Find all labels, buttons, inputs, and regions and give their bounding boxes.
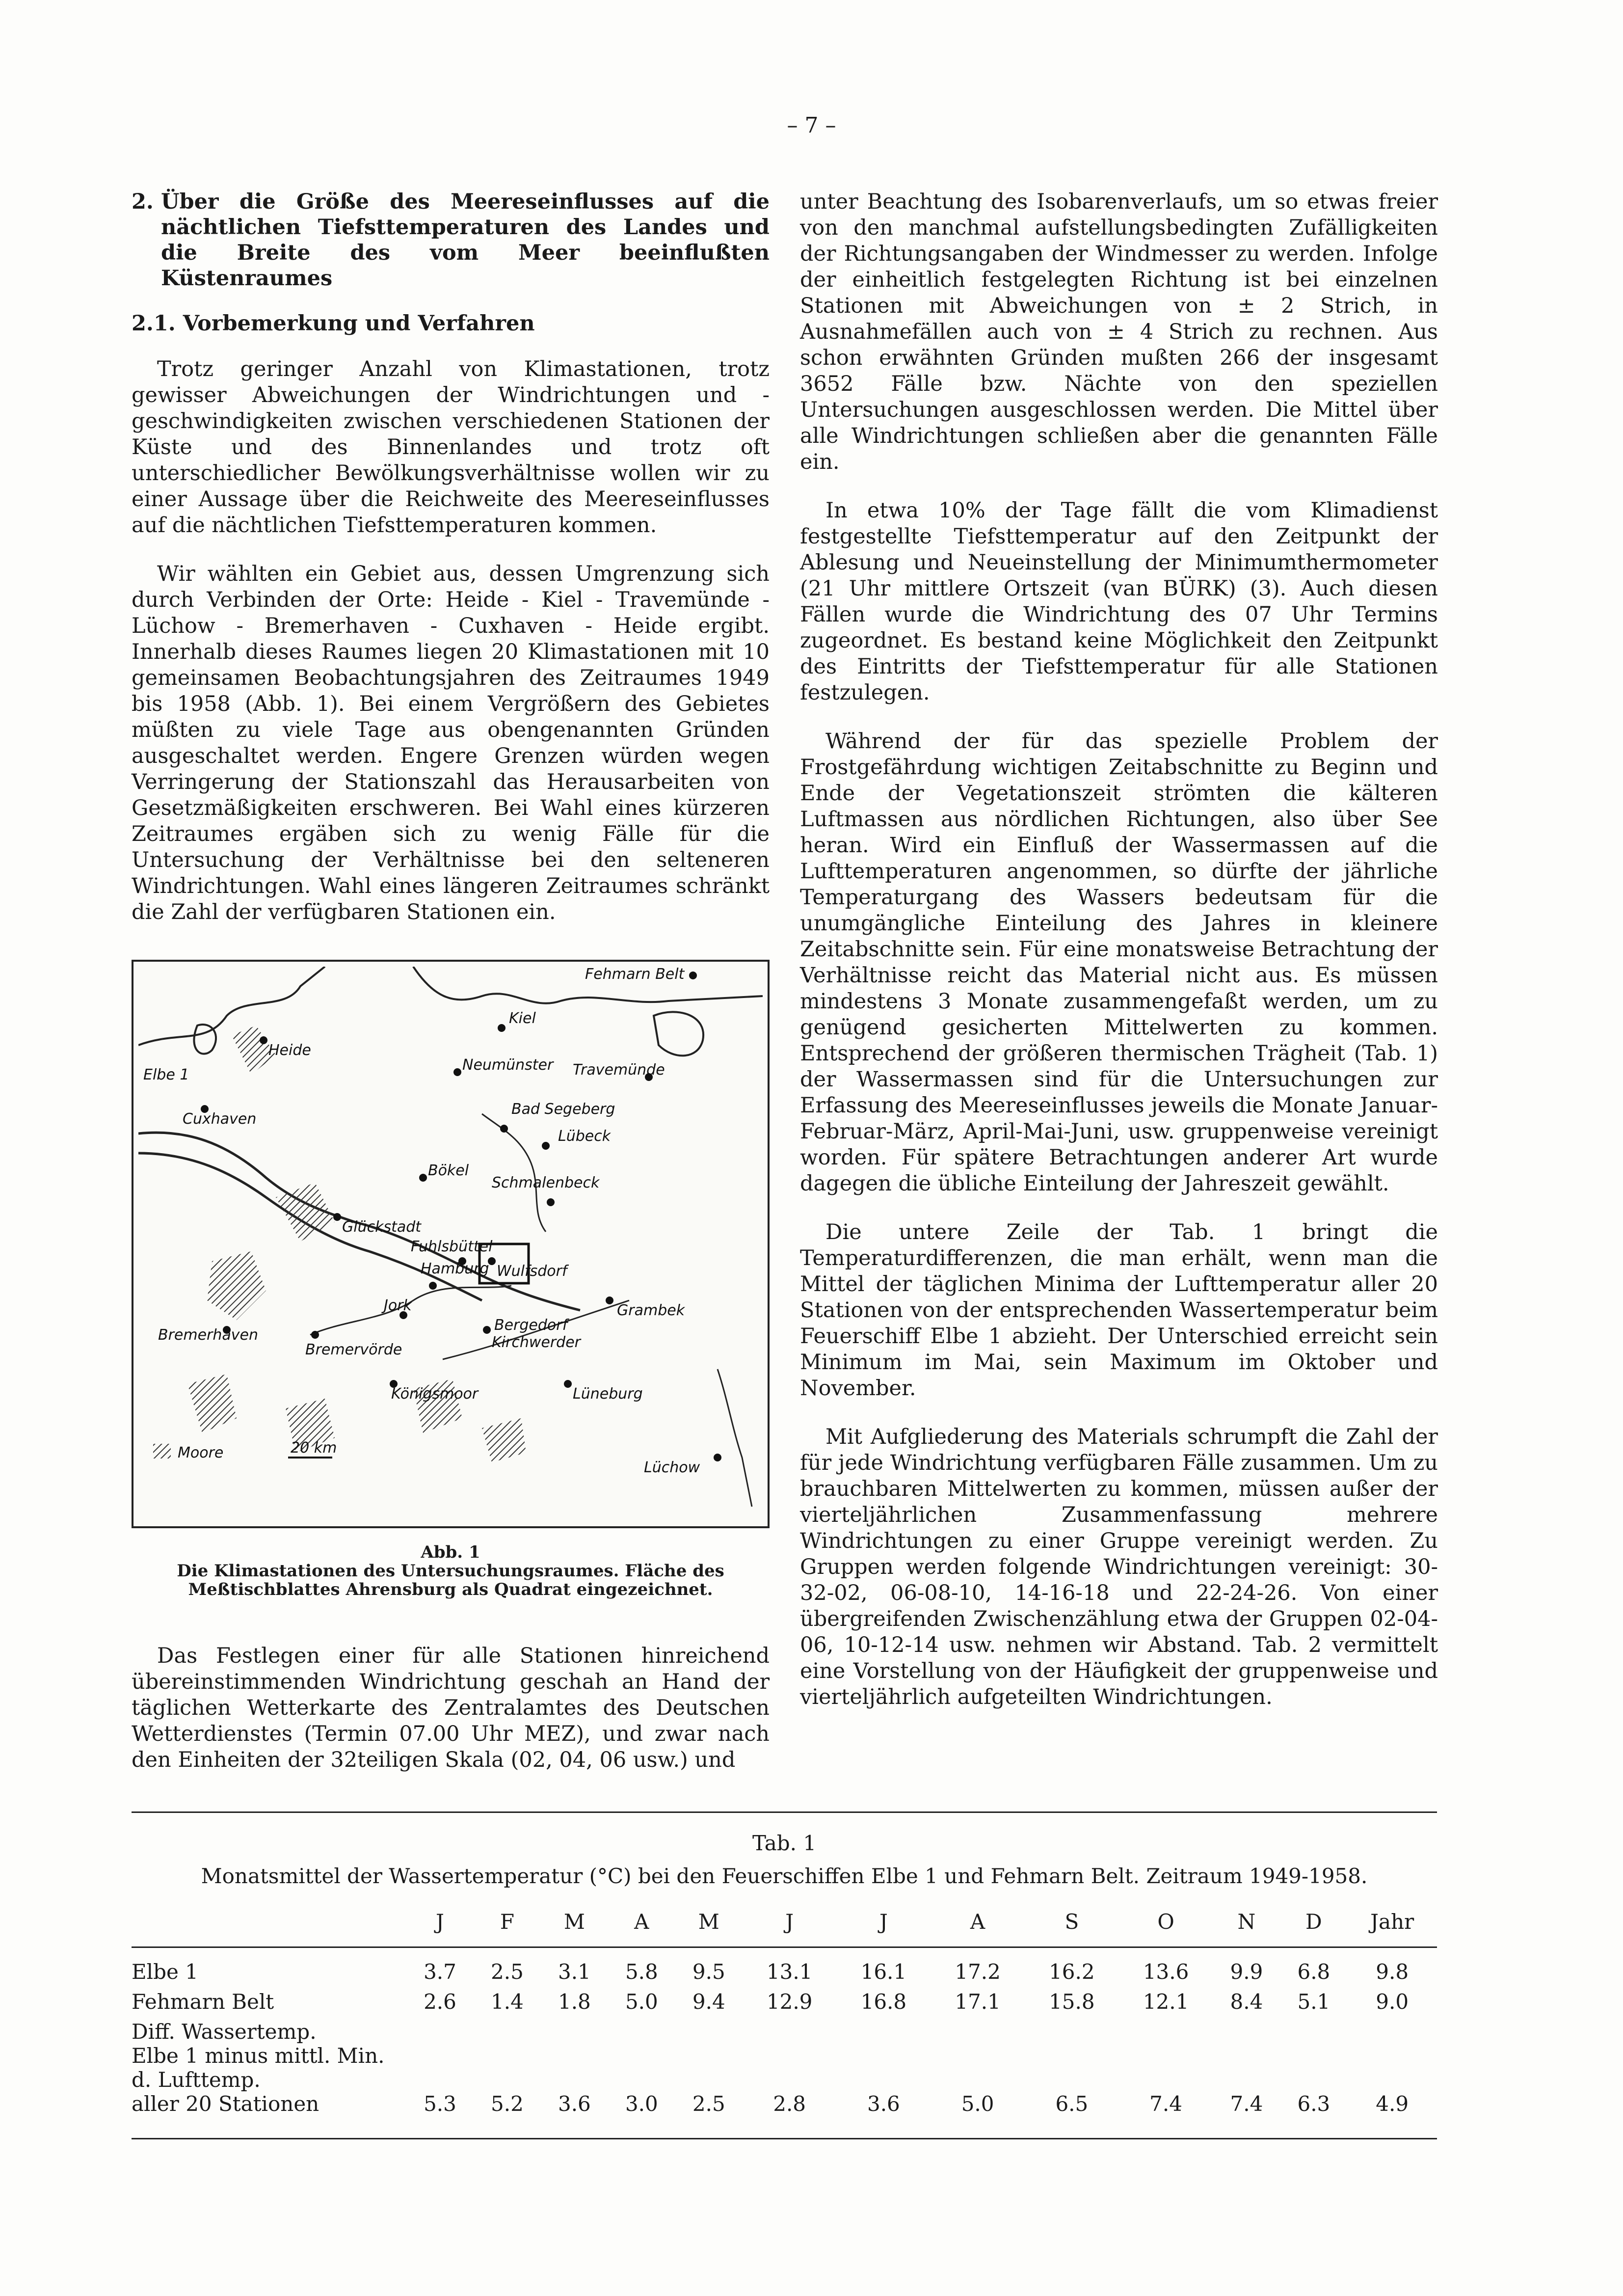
- map-label-kirchwerder: Kirchwerder: [492, 1334, 581, 1351]
- coastline: [138, 967, 325, 1045]
- map-label-fuhlsbuettel: Fuhlsbüttel: [411, 1238, 493, 1255]
- paragraph: Die untere Zeile der Tab. 1 bringt die Temperaturdifferenzen, die man erhält, wenn man die Mittel der täglichen Minima der Lufttemperatur aller 20 Stationen von der entsprechenden Wassertemperatur beim Feuerschiff Elbe 1 abzieht. Der Unterschied erreicht sein Minimum im Mai, sein Maximum im Oktober und November.: [800, 1220, 1438, 1401]
- table-header: A: [970, 1910, 985, 1934]
- figure-caption-text: Die Klimastationen des Untersuchungsraumes. Fläche des Meßtischblattes Ahrensburg als Quadrat eingezeichnet.: [177, 1561, 724, 1599]
- table-cell: 6.3: [1297, 2092, 1330, 2116]
- figure-caption-label: Abb. 1: [421, 1542, 480, 1562]
- table-cell: 12.1: [1143, 1990, 1189, 2014]
- left-column: [132, 189, 770, 1796]
- row-label-line: Diff. Wassertemp.: [132, 2020, 317, 2044]
- map-label-bremerhaven: Bremerhaven: [158, 1326, 259, 1344]
- table-header: O: [1157, 1910, 1174, 1934]
- map-label-hamburg: Hamburg: [421, 1260, 489, 1277]
- table-cell: 1.4: [491, 1990, 524, 2014]
- table-header: Jahr: [1370, 1910, 1414, 1934]
- table-cell: 8.4: [1230, 1990, 1263, 2014]
- table-cell: 3.6: [867, 2092, 900, 2116]
- table-cell: 13.6: [1143, 1960, 1189, 1984]
- row-label-line: Elbe 1 minus mittl. Min.: [132, 2044, 385, 2068]
- page-number: – 7 –: [787, 113, 836, 138]
- map-label-koenigsmoor: Königsmoor: [391, 1385, 479, 1403]
- map-label-jork: Jork: [384, 1297, 412, 1314]
- map-label-badsegeberg: Bad Segeberg: [511, 1101, 615, 1118]
- table-header: D: [1305, 1910, 1322, 1934]
- map-label-schmalenbeck: Schmalenbeck: [492, 1174, 600, 1191]
- table-header: F: [500, 1910, 514, 1934]
- row-label: Elbe 1: [132, 1960, 198, 1984]
- table-cell: 5.0: [961, 2092, 994, 2116]
- table-row: [132, 2017, 1437, 2119]
- figure-caption: [132, 1543, 770, 1599]
- map-label-luechow: Lüchow: [644, 1459, 700, 1476]
- row-label-line: d. Lufttemp.: [132, 2068, 261, 2092]
- table-cell: 6.5: [1055, 2092, 1089, 2116]
- table-row: [132, 1947, 1437, 1987]
- table-header: M: [563, 1910, 585, 1934]
- moor-area: [482, 1418, 526, 1462]
- section-title: Über die Größe des Meereseinflusses auf die nächtlichen Tiefsttemperaturen des Landes und die Breite des vom Meer beeinflußten Küstenraumes: [161, 189, 770, 291]
- table-header: S: [1064, 1910, 1079, 1934]
- row-label: Fehmarn Belt: [132, 1990, 274, 2014]
- table-cell: 9.5: [692, 1960, 725, 1984]
- table-cell: 16.1: [860, 1960, 907, 1984]
- map-label-elbe1: Elbe 1: [143, 1066, 189, 1083]
- map-label-fehmarn: Fehmarn Belt: [585, 967, 685, 983]
- table-title: Monatsmittel der Wassertemperatur (°C) bei den Feuerschiffen Elbe 1 und Fehmarn Belt. Zeitraum 1949-1958.: [201, 1864, 1368, 1888]
- table-cell: 17.1: [955, 1990, 1001, 2014]
- map-label-travemuende: Travemünde: [573, 1061, 665, 1079]
- paragraph: In etwa 10% der Tage fällt die vom Klimadienst festgestellte Tiefsttemperatur auf den Zeitpunkt der Ablesung und Neueinstellung der Minimumthermometer (21 Uhr mittlere Ortszeit (van BÜRK) (3). Auch diesen Fällen wurde die Windrichtung des 07 Uhr Termins zugeordnet. Es bestand keine Möglichkeit den Zeitpunkt des Eintritts der Tiefsttemperatur für alle Stationen festzulegen.: [800, 498, 1438, 705]
- table-cell: 7.4: [1230, 2092, 1263, 2116]
- table-header: M: [698, 1910, 719, 1934]
- paragraph: Mit Aufgliederung des Materials schrumpft die Zahl der für jede Windrichtung verfügbaren Fälle zusammen. Um zu brauchbaren Mittelwerten zu kommen, müssen außer der vierteljährlichen Zusammenfassung mehrere Windrichtungen zu einer Gruppe vereinigt werden. Zu Gruppen werden folgende Windrichtungen vereinigt: 30-32-02, 06-08-10, 14-16-18 und 22-24-26. Von einer übergreifenden Zwischenzählung etwa der Gruppen 02-04-06, 10-12-14 usw. nehmen wir Abstand. Tab. 2 vermittelt eine Vorstellung von der Häufigkeit der gruppenweise und vierteljährlich aufgeteilten Windrichtungen.: [800, 1425, 1438, 1709]
- island: [194, 1025, 216, 1054]
- map-label-glueckstadt: Glückstadt: [342, 1218, 422, 1236]
- table-cell: 7.4: [1149, 2092, 1182, 2116]
- moor-area: [207, 1251, 266, 1320]
- map-label-wulfsdorf: Wulfsdorf: [497, 1263, 567, 1280]
- map-label-grambek: Grambek: [617, 1302, 685, 1319]
- table-cell: 13.1: [766, 1960, 813, 1984]
- paragraph: Während der für das spezielle Problem der Frostgefährdung wichtigen Zeitabschnitte zu Beginn und Ende der Vegetationszeit strömten die kälteren Luftmassen aus nördlichen Richtungen, also über See heran. Wird ein Einfluß der Wassermassen auf die Lufttemperaturen angenommen, so dürfte der jährliche Temperaturgang des Wassers bedeutsam für die unumgängliche Einteilung des Jahres in kleinere Zeitabschnitte sein. Für eine monatsweise Betrachtung der Verhältnisse reicht das Material nicht aus. Es müssen mindestens 3 Monate zusammengefaßt werden, um zu genügend gesicherten Mittelwerten zu kommen. Entsprechend der größeren thermischen Trägheit (Tab. 1) der Wassermassen sind für die Untersuchungen zur Erfassung des Meereseinflusses jeweils die Monate Januar-Februar-März, April-Mai-Juni, usw. gruppenweise vereinigt worden. Für spätere Betrachtungen anderer Art wurde dagegen die übliche Einteilung der Jahreszeit gewählt.: [800, 729, 1438, 1196]
- map-label-bremervoerde: Bremervörde: [305, 1341, 402, 1358]
- paragraph: Trotz geringer Anzahl von Klimastationen, trotz gewisser Abweichungen der Windrichtungen und -geschwindigkeiten zwischen verschiedenen Stationen der Küste und des Binnenlandes und trotz oft unterschiedlicher Bewölkungsverhältnisse wollen wir zu einer Aussage über die Reichweite des Meereseinflusses auf die nächtlichen Tiefsttemperaturen kommen.: [132, 357, 770, 538]
- table-cell: 5.2: [491, 2092, 524, 2116]
- table-cell: 3.7: [424, 1960, 456, 1984]
- table-top-rule: [132, 1811, 1437, 1813]
- table-cell: 5.3: [424, 2092, 456, 2116]
- moor-area: [187, 1374, 237, 1433]
- table-cell: 16.8: [860, 1990, 907, 2014]
- map-label-cuxhaven: Cuxhaven: [183, 1110, 257, 1128]
- table-cell: 12.9: [766, 1990, 813, 2014]
- table-cell: 2.5: [692, 2092, 725, 2116]
- table-cell: 17.2: [955, 1960, 1001, 1984]
- map-label-heide: Heide: [268, 1042, 311, 1059]
- table-row: [132, 1987, 1437, 2017]
- paragraph: unter Beachtung des Isobarenverlaufs, um so etwas freier von den manchmal aufstellungsbedingten Zufälligkeiten der Richtungsangaben der Windmesser zu werden. Infolge der einheitlich festgelegten Richtung ist bei einzelnen Stationen mit Abweichungen von ± 2 Strich, in Ausnahmefällen auch von ± 4 Strich zu rechnen. Aus schon erwähnten Gründen mußten 266 der insgesamt 3652 Fälle bzw. Nächte von den speziellen Untersuchungen ausgeschlossen werden. Die Mittel über alle Windrichtungen schließen aber die genannten Fälle ein.: [800, 189, 1438, 474]
- table-cell: 9.0: [1376, 1990, 1409, 2014]
- row-label-line: aller 20 Stationen: [132, 2092, 319, 2116]
- subsection-heading: 2.1. Vorbemerkung und Verfahren: [132, 311, 535, 336]
- paragraph: Wir wählten ein Gebiet aus, dessen Umgrenzung sich durch Verbinden der Orte: Heide - Kiel - Travemünde - Lüchow - Bremerhaven - Cuxhaven - Heide ergibt. Innerhalb dieses Raumes liegen 20 Klimastationen mit 10 gemeinsamen Beobachtungsjahren des Zeitraumes 1949 bis 1958 (Abb. 1). Bei einem Vergrößern des Gebietes müßten zu viele Tage aus obengenannten Gründen ausgeschaltet werden. Engere Grenzen würden wegen Verringerung der Stationszahl das Herausarbeiten von Gesetzmäßigkeiten erschweren. Bei Wahl eines kürzeren Zeitraumes ergäben sich zu wenig Fälle für die Untersuchung der Verhältnisse bei den selteneren Windrichtungen. Wahl eines längeren Zeitraumes schränkt die Zahl der verfügbaren Stationen ein.: [132, 562, 770, 924]
- table-header: N: [1237, 1910, 1256, 1934]
- map-svg: [138, 967, 763, 1517]
- map-label-moore: Moore: [178, 1444, 224, 1461]
- section-number: 2.: [132, 189, 154, 214]
- table-header: J: [436, 1910, 444, 1934]
- map-label-lueneburg: Lüneburg: [573, 1385, 643, 1403]
- map-label-neumuenster: Neumünster: [462, 1056, 554, 1074]
- river: [718, 1369, 752, 1507]
- table-cell: 1.8: [558, 1990, 591, 2014]
- map-label-scale: 20 km: [291, 1439, 337, 1457]
- island: [654, 1012, 703, 1055]
- table-header: J: [785, 1910, 794, 1934]
- table-header: J: [879, 1910, 888, 1934]
- table-cell: 16.2: [1049, 1960, 1095, 1984]
- table-cell: 2.5: [491, 1960, 524, 1984]
- map-label-bergedorf: Bergedorf: [494, 1317, 568, 1334]
- table-cell: 3.6: [558, 2092, 591, 2116]
- table-header-row: [132, 1905, 1437, 1947]
- table-cell: 6.8: [1297, 1960, 1330, 1984]
- table-cell: 9.8: [1376, 1960, 1409, 1984]
- table-cell: 15.8: [1049, 1990, 1095, 2014]
- water-temperature-table: [132, 1905, 1437, 2119]
- table-1: [132, 1831, 1437, 2119]
- section-heading: [132, 189, 770, 291]
- river: [482, 1114, 546, 1232]
- map-figure: [132, 960, 770, 1528]
- paragraph: Das Festlegen einer für alle Stationen hinreichend übereinstimmenden Windrichtung geschah an Hand der täglichen Wetterkarte des Zentralamtes des Deutschen Wetterdienstes (Termin 07.00 Uhr MEZ), und zwar nach den Einheiten der 32teiligen Skala (02, 04, 06 usw.) und: [132, 1644, 770, 1772]
- table-cell: 5.1: [1297, 1990, 1330, 2014]
- table-cell: 3.1: [558, 1960, 591, 1984]
- map-label-kiel: Kiel: [509, 1010, 536, 1027]
- moor-legend-swatch: [153, 1444, 171, 1459]
- table-header: A: [634, 1910, 649, 1934]
- table-cell: 9.9: [1230, 1960, 1263, 1984]
- table-cell: 3.0: [625, 2092, 658, 2116]
- table-bottom-rule: [132, 2138, 1437, 2139]
- right-column: [800, 189, 1438, 1733]
- row-label: [132, 2017, 406, 2119]
- table-header: [132, 1905, 406, 1947]
- table-cell: 9.4: [692, 1990, 725, 2014]
- table-cell: 2.8: [773, 2092, 806, 2116]
- table-cell: 2.6: [424, 1990, 456, 2014]
- table-cell: 4.9: [1376, 2092, 1409, 2116]
- table-cell: 5.0: [625, 1990, 658, 2014]
- table-cell: 5.8: [625, 1960, 658, 1984]
- map-label-luebeck: Lübeck: [558, 1128, 611, 1145]
- map-label-boekel: Bökel: [428, 1162, 469, 1179]
- table-label: Tab. 1: [752, 1831, 817, 1855]
